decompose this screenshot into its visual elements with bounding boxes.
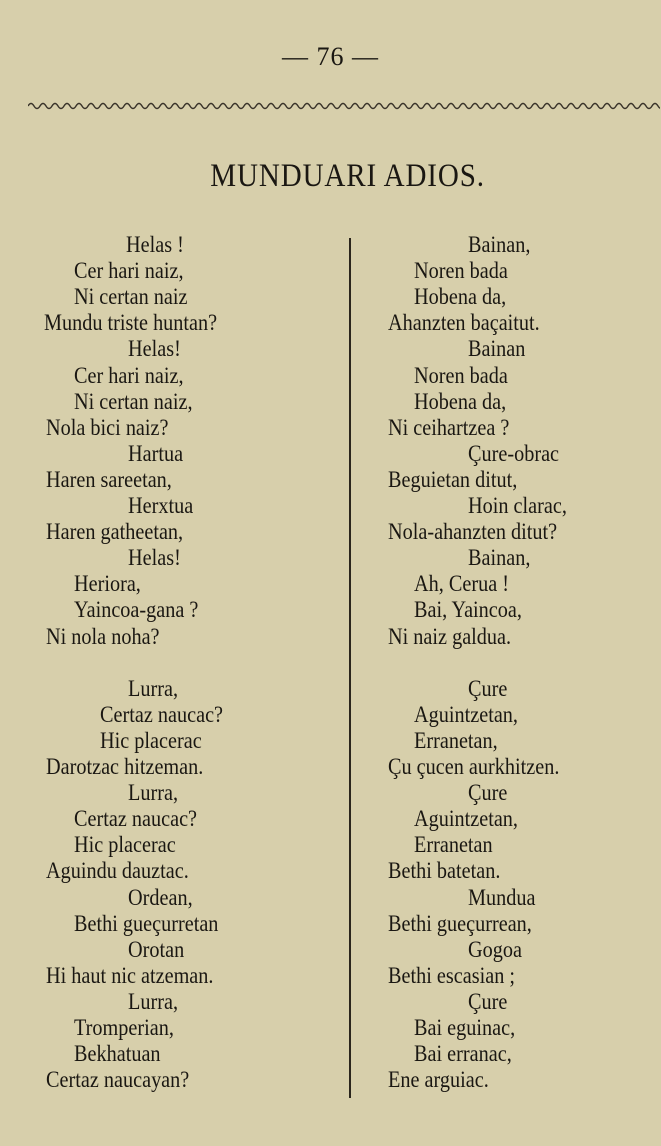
verse-line: Helas!: [128, 545, 181, 571]
verse-line: Certaz naucac?: [100, 701, 224, 727]
verse-line: Bainan,: [468, 545, 531, 571]
verse-line: Çure: [468, 780, 508, 806]
verse-line: Helas !: [126, 232, 184, 257]
verse-line: Ordean,: [128, 884, 193, 910]
verse-line: Certaz naucayan?: [46, 1067, 190, 1093]
verse-line: Ni certan naiz: [74, 284, 188, 310]
verse-line: Haren sareetan,: [46, 466, 172, 492]
verse-line: Aguintzetan,: [414, 701, 518, 727]
ornamental-rule: [28, 98, 660, 112]
verse-line: Nola bici naiz?: [46, 414, 169, 440]
verse-line: Noren bada: [414, 362, 508, 388]
poem-title: MUNDUARI ADIOS.: [210, 158, 485, 194]
verse-line: Ah, Cerua !: [414, 571, 509, 597]
verse-line: Bethi escasian ;: [388, 962, 516, 988]
verse-line: Hobena da,: [414, 284, 507, 310]
verse-line: Aguintzetan,: [414, 806, 518, 832]
verse-line: Bethi gueçurretan: [74, 910, 219, 936]
verse-line: Heriora,: [74, 571, 141, 597]
verse-line: Bai eguinac,: [414, 1015, 516, 1040]
column-divider: [349, 238, 351, 1098]
verse-line: Çure: [468, 675, 508, 701]
verse-line: Bethi gueçurrean,: [388, 910, 532, 936]
verse-line: Gogoa: [468, 936, 522, 962]
verse-line: Helas!: [128, 336, 181, 362]
verse-line: Yaincoa-gana ?: [74, 597, 199, 623]
verse-line: Tromperian,: [74, 1015, 174, 1040]
verse-line: Ni naiz galdua.: [388, 623, 512, 649]
verse-line: Darotzac hitzeman.: [46, 754, 204, 779]
verse-line: Hi haut nic atzeman.: [46, 962, 214, 988]
verse-line: Certaz naucac?: [74, 806, 198, 832]
verse-line: Hartua: [128, 440, 184, 466]
verse-line: Orotan: [128, 936, 185, 962]
verse-line: Hobena da,: [414, 388, 507, 414]
verse-line: Haren gatheetan,: [46, 519, 184, 545]
verse-line: Nola-ahanzten ditut?: [388, 519, 558, 545]
verse-line: Lurra,: [128, 780, 179, 806]
verse-line: Bekhatuan: [74, 1041, 161, 1067]
verse-line: Ene arguiac.: [388, 1067, 489, 1093]
verse-line: Lurra,: [128, 988, 179, 1014]
verse-line: Lurra,: [128, 675, 179, 701]
verse-line: Hic placerac: [100, 727, 202, 753]
verse-line: Cer hari naiz,: [74, 258, 184, 284]
verse-line: Bainan: [468, 336, 526, 362]
verse-line: Bai, Yaincoa,: [414, 597, 522, 623]
verse-line: Ni nola noha?: [46, 623, 160, 649]
verse-line: Hic placerac: [74, 832, 176, 858]
verse-line: Beguietan ditut,: [388, 466, 518, 492]
verse-line: Ni ceihartzea ?: [388, 414, 510, 440]
verse-line: Aguindu dauztac.: [46, 858, 189, 884]
verse-line: Mundu triste huntan?: [44, 310, 218, 336]
verse-line: Erranetan,: [414, 727, 498, 753]
verse-line: Çure: [468, 988, 508, 1014]
verse-line: Cer hari naiz,: [74, 362, 184, 388]
page-number: — 76 —: [282, 42, 379, 71]
verse-line: Bethi batetan.: [388, 858, 501, 884]
verse-line: Erranetan: [414, 832, 493, 858]
verse-line: Bainan,: [468, 232, 531, 257]
verse-line: Ahanzten baçaitut.: [388, 310, 540, 336]
verse-line: Çu çucen aurkhitzen.: [388, 754, 560, 779]
verse-line: Noren bada: [414, 258, 508, 284]
verse-line: Çure-obrac: [468, 440, 560, 466]
verse-line: Mundua: [468, 884, 536, 910]
verse-line: Bai erranac,: [414, 1041, 512, 1067]
verse-line: Ni certan naiz,: [74, 388, 193, 414]
verse-line: Hoin clarac,: [468, 493, 567, 518]
verse-line: Herxtua: [128, 493, 194, 518]
